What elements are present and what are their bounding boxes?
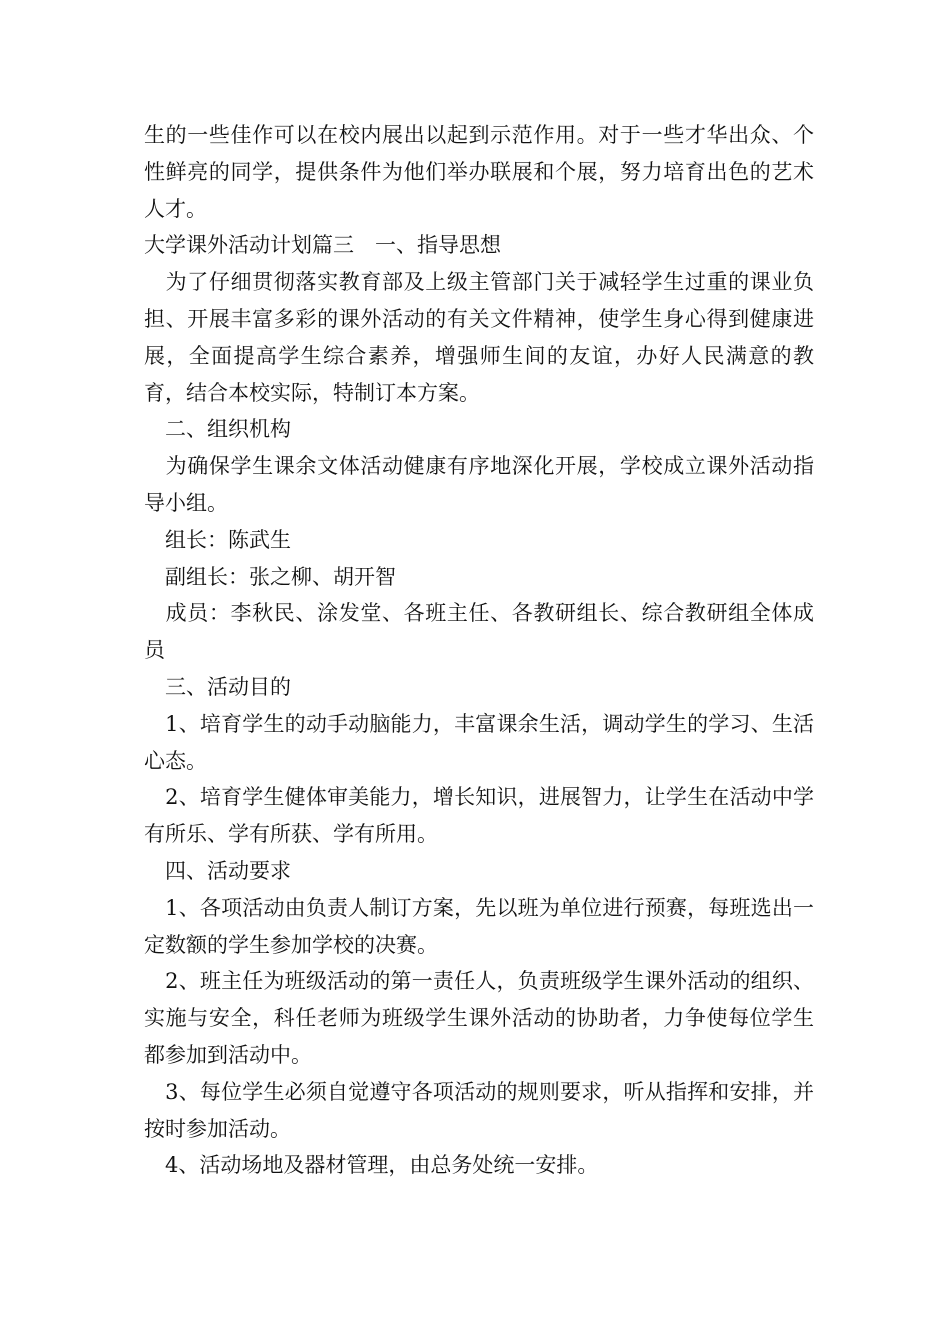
heading-purpose: 三、活动目的 [144,674,291,699]
paragraph-continuation: 生的一些佳作可以在校内展出以起到示范作用。对于一些才华出众、个性鲜亮的同学，提供条件为他们举办联展和个展，努力培育出色的艺术人才。 [144,123,814,221]
document-page [144,117,814,1184]
heading-organization: 二、组织机构 [144,417,291,442]
line-deputy-leader: 副组长：张之柳、胡开智 [144,564,396,589]
line-members: 成员：李秋民、涂发堂、各班主任、各教研组长、综合教研组全体成员 [144,601,814,663]
paragraph-guiding-thought: 为了仔细贯彻落实教育部及上级主管部门关于减轻学生过重的课业负担、开展丰富多彩的课外活动的有关文件精神，使学生身心得到健康进展，全面提高学生综合素养，增强师生间的友谊，办好人民满意的教育，结合本校实际，特制订本方案。 [144,270,814,405]
list-item-purpose-1: 1、培育学生的动手动脑能力，丰富课余生活，调动学生的学习、生活心态。 [144,711,814,773]
list-item-requirement-2: 2、班主任为班级活动的第一责任人，负责班级学生课外活动的组织、实施与安全，科任老师为班级学生课外活动的协助者，力争使每位学生都参加到活动中。 [144,969,814,1067]
section-title: 大学课外活动计划篇三 一、指导思想 [144,233,501,258]
heading-requirements: 四、活动要求 [144,858,291,883]
list-item-requirement-1: 1、各项活动由负责人制订方案，先以班为单位进行预赛，每班选出一定数额的学生参加学校的决赛。 [144,895,814,957]
list-item-requirement-4: 4、活动场地及器材管理，由总务处统一安排。 [144,1153,599,1178]
line-group-leader: 组长：陈武生 [144,527,291,552]
paragraph-organization: 为确保学生课余文体活动健康有序地深化开展，学校成立课外活动指导小组。 [144,454,814,515]
list-item-requirement-3: 3、每位学生必须自觉遵守各项活动的规则要求，听从指挥和安排，并按时参加活动。 [144,1079,814,1141]
list-item-purpose-2: 2、培育学生健体审美能力，增长知识，进展智力，让学生在活动中学有所乐、学有所获、学有所用。 [144,785,814,847]
